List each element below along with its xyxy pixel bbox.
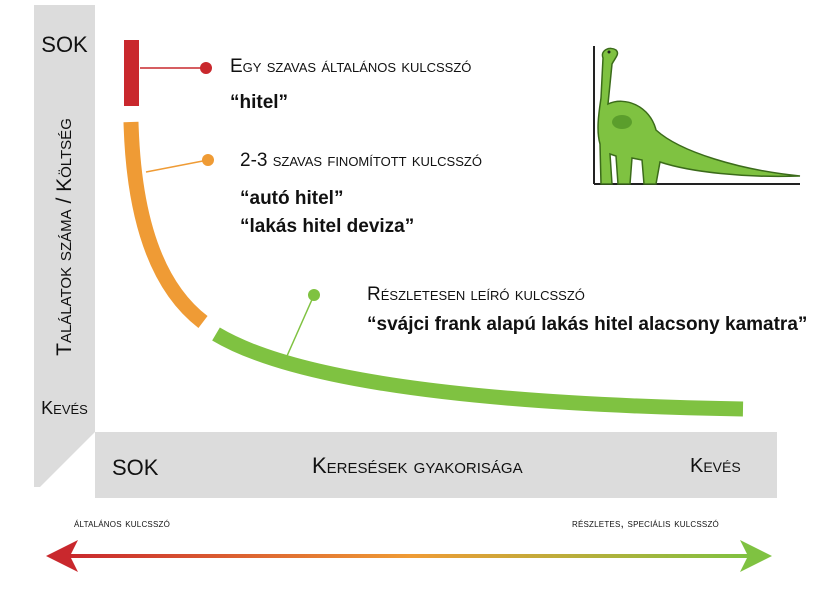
corner-cut <box>40 432 95 487</box>
category-label-detailed: Részletesen leíró kulcsszó <box>367 284 585 305</box>
leader-dot-refined <box>202 154 214 166</box>
leader-dot-detailed <box>308 289 320 301</box>
example-refined-2: “lakás hitel deviza” <box>240 216 415 237</box>
example-detailed-1: “svájci frank alapú lakás hitel alacsony kamatra” <box>367 314 808 335</box>
x-axis-right-label: Kevés <box>690 455 741 477</box>
spectrum-left-label: általános kulcsszó <box>74 516 170 530</box>
leader-line-refined <box>146 160 208 172</box>
x-axis-left-label: SOK <box>112 455 159 480</box>
leader-dot-general <box>200 62 212 74</box>
curve-segment-refined <box>131 122 203 322</box>
y-axis-top-label: SOK <box>41 32 88 57</box>
leader-line-detailed <box>287 295 314 356</box>
spectrum-right-label: részletes, speciális kulcsszó <box>572 516 719 530</box>
example-refined-1: “autó hitel” <box>240 188 344 209</box>
example-general-1: “hitel” <box>230 92 289 113</box>
curve-segment-general <box>124 40 139 106</box>
category-label-refined: 2-3 szavas finomított kulcsszó <box>240 150 482 171</box>
category-label-general: Egy szavas általános kulcsszó <box>230 56 472 77</box>
dinosaur-icon <box>594 46 800 184</box>
curve-segment-detailed <box>216 334 743 409</box>
spectrum-arrow <box>46 540 772 572</box>
x-axis-title: Keresések gyakorisága <box>312 453 523 478</box>
y-axis-bottom-label: Kevés <box>41 398 88 418</box>
y-axis-title: Találatok száma / Költség <box>53 118 76 356</box>
